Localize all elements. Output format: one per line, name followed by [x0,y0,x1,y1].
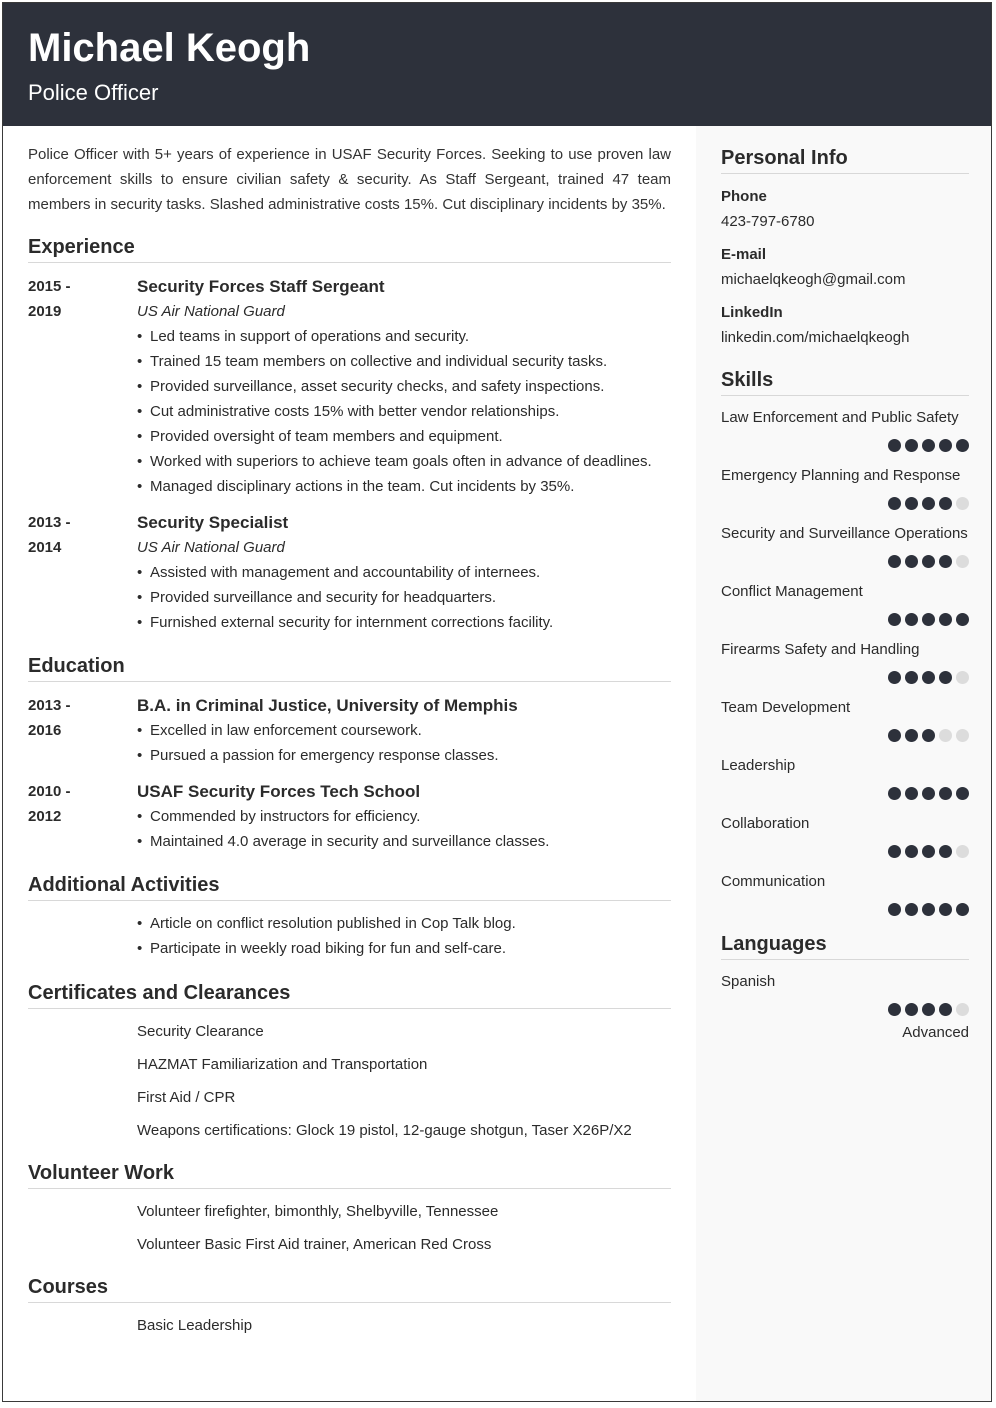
certificate-list [137,1015,671,1147]
bullet-item: • Led teams in support of operations and security. [137,324,671,349]
rating-dot-filled [922,845,935,858]
rating-dot-filled [905,787,918,800]
rating-dots [721,784,969,802]
rating-dot-filled [922,903,935,916]
rating-dot-filled [905,497,918,510]
rating-dots [721,900,969,918]
rating-dot-empty [956,555,969,568]
skill-item [721,521,969,570]
entry-date [28,510,137,635]
skill-name: Emergency Planning and Response [721,467,961,484]
section-title-personal-info: Personal Info [721,146,969,174]
languages-section [721,932,969,1045]
personal-info-section [721,146,969,350]
rating-dot-filled [905,613,918,626]
bullet-item: • Provided surveillance, asset security checks, and safety inspections. [137,374,671,399]
bullet-item: • Pursued a passion for emergency response classes. [137,743,671,768]
skill-item [721,637,969,686]
email-value: michaelqkeogh@gmail.com [721,271,906,288]
volunteer-item: Volunteer firefighter, bimonthly, Shelbyville, Tennessee [137,1203,499,1220]
rating-dot-filled [939,1003,952,1016]
rating-dots [721,842,969,860]
resume-header [3,3,991,126]
rating-dots [721,494,969,512]
rating-dot-filled [888,555,901,568]
skill-name: Collaboration [721,815,810,832]
entry-body [137,510,671,635]
skill-name: Firearms Safety and Handling [721,641,920,658]
rating-dots [721,552,969,570]
rating-dot-filled [939,613,952,626]
bullet-item: • Article on conflict resolution published in Cop Talk blog. [137,911,671,936]
date-end: 2019 [28,303,62,320]
rating-dot-filled [922,729,935,742]
phone-value: 423-797-6780 [721,213,815,230]
rating-dot-filled [888,845,901,858]
rating-dot-filled [905,1003,918,1016]
bullet-item: • Commended by instructors for efficiency. [137,804,671,829]
linkedin-value: linkedin.com/michaelqkeogh [721,329,910,346]
job-title: Security Specialist [137,513,289,532]
bullet-item: • Participate in weekly road biking for fun and self-care. [137,936,671,961]
skill-name: Security and Surveillance Operations [721,525,968,542]
degree-title: B.A. in Criminal Justice, University of Memphis [137,696,518,715]
entry-body [137,274,671,499]
bullet-list [137,804,671,854]
languages-list [721,969,969,1045]
rating-dot-filled [888,439,901,452]
rating-dot-filled [956,787,969,800]
info-label: LinkedIn [721,304,783,321]
education-section [28,654,671,854]
section-title-courses: Courses [28,1275,671,1303]
rating-dot-filled [939,845,952,858]
bullet-list [137,718,671,768]
bullet-list [137,560,671,635]
rating-dots [721,668,969,686]
rating-dot-filled [922,497,935,510]
skills-list [721,405,969,918]
rating-dot-empty [956,729,969,742]
rating-dot-empty [939,729,952,742]
date-start: 2010 - [28,783,71,800]
rating-dot-filled [905,845,918,858]
certificate-item: Weapons certifications: Glock 19 pistol, 12-gauge shotgun, Taser X26P/X2 [137,1122,632,1139]
rating-dot-filled [939,903,952,916]
bullet-item: • Managed disciplinary actions in the team. Cut incidents by 35%. [137,474,671,499]
certificate-item: First Aid / CPR [137,1089,236,1106]
rating-dot-filled [905,555,918,568]
skill-item [721,695,969,744]
section-title-experience: Experience [28,235,671,263]
experience-entry [28,274,671,499]
rating-dot-filled [888,497,901,510]
rating-dots [721,436,969,454]
section-title-activities: Additional Activities [28,873,671,901]
entry-body [137,779,671,854]
rating-dot-filled [956,613,969,626]
rating-dot-filled [956,439,969,452]
info-label: Phone [721,188,767,205]
rating-dot-filled [922,613,935,626]
section-title-education: Education [28,654,671,682]
rating-dot-filled [888,903,901,916]
entry-date [28,693,137,768]
skill-item [721,463,969,512]
info-linkedin [721,300,969,350]
section-title-skills: Skills [721,368,969,396]
date-end: 2014 [28,539,62,556]
section-title-volunteer: Volunteer Work [28,1161,671,1189]
certificates-section [28,981,671,1147]
rating-dot-filled [922,671,935,684]
rating-dot-empty [956,497,969,510]
certificate-item: Security Clearance [137,1023,264,1040]
candidate-name: Michael Keogh [28,26,311,70]
bullet-item: • Provided oversight of team members and equipment. [137,424,671,449]
resume-page [2,2,992,1402]
entry-date [28,274,137,499]
rating-dot-filled [888,613,901,626]
rating-dot-filled [905,903,918,916]
rating-dot-empty [956,671,969,684]
course-list [137,1309,671,1342]
sidebar [696,126,991,1402]
degree-title: USAF Security Forces Tech School [137,782,421,801]
skill-name: Team Development [721,699,851,716]
rating-dots [721,1000,969,1018]
rating-dot-filled [939,787,952,800]
skill-name: Leadership [721,757,796,774]
bullet-item: • Cut administrative costs 15% with better vendor relationships. [137,399,671,424]
employer: US Air National Guard [137,303,285,320]
rating-dot-filled [888,1003,901,1016]
rating-dot-filled [905,671,918,684]
skill-item [721,405,969,454]
info-email [721,242,969,292]
rating-dot-filled [922,555,935,568]
rating-dot-filled [888,787,901,800]
education-entry [28,779,671,854]
skill-name: Conflict Management [721,583,863,600]
date-end: 2012 [28,808,62,825]
skill-item [721,753,969,802]
bullet-item: • Assisted with management and accountability of internees. [137,560,671,585]
bullet-list [137,911,671,961]
job-title: Security Forces Staff Sergeant [137,277,385,296]
candidate-title: Police Officer [28,80,159,105]
skill-item [721,579,969,628]
bullet-item: • Furnished external security for internment corrections facility. [137,610,671,635]
rating-dot-filled [939,671,952,684]
courses-section [28,1275,671,1342]
summary: Police Officer with 5+ years of experience in USAF Security Forces. Seeking to use proven law enforcement skills to ensure civilian safety & security. As Staff Sergeant, trained 47 team members in security tasks. Slashed administrative costs 15%. Cut disciplinary incidents by 35%. [28,146,671,213]
date-start: 2013 - [28,697,71,714]
date-start: 2015 - [28,278,71,295]
date-start: 2013 - [28,514,71,531]
info-label: E-mail [721,246,767,263]
volunteer-section [28,1161,671,1261]
skill-item [721,869,969,918]
skill-name: Communication [721,873,826,890]
rating-dot-filled [888,729,901,742]
rating-dot-filled [939,439,952,452]
volunteer-list [137,1195,671,1261]
rating-dot-filled [922,439,935,452]
experience-section [28,235,671,635]
course-item: Basic Leadership [137,1317,253,1334]
bullet-list [137,324,671,499]
bullet-item: • Excelled in law enforcement coursework. [137,718,671,743]
rating-dots [721,726,969,744]
employer: US Air National Guard [137,539,285,556]
bullet-item: • Worked with superiors to achieve team goals often in advance of deadlines. [137,449,671,474]
rating-dot-filled [939,555,952,568]
activities-section [28,873,671,961]
skill-item [721,811,969,860]
rating-dot-filled [922,1003,935,1016]
rating-dots [721,610,969,628]
volunteer-item: Volunteer Basic First Aid trainer, American Red Cross [137,1236,492,1253]
bullet-item: • Maintained 4.0 average in security and surveillance classes. [137,829,671,854]
rating-dot-filled [939,497,952,510]
date-end: 2016 [28,722,62,739]
language-item [721,969,969,1045]
experience-entry [28,510,671,635]
language-level: Advanced [902,1024,969,1041]
entry-date [28,779,137,854]
rating-dot-filled [905,439,918,452]
rating-dot-filled [956,903,969,916]
certificate-item: HAZMAT Familiarization and Transportation [137,1056,428,1073]
language-name: Spanish [721,973,776,990]
section-title-certificates: Certificates and Clearances [28,981,671,1009]
skills-section [721,368,969,918]
skill-name: Law Enforcement and Public Safety [721,409,959,426]
entry-body [137,693,671,768]
rating-dot-filled [905,729,918,742]
education-entry [28,693,671,768]
section-title-languages: Languages [721,932,969,960]
info-phone [721,184,969,234]
rating-dot-filled [888,671,901,684]
rating-dot-filled [922,787,935,800]
bullet-item: • Trained 15 team members on collective and individual security tasks. [137,349,671,374]
rating-dot-empty [956,1003,969,1016]
rating-dot-empty [956,845,969,858]
bullet-item: • Provided surveillance and security for headquarters. [137,585,671,610]
main-column [28,126,671,1342]
